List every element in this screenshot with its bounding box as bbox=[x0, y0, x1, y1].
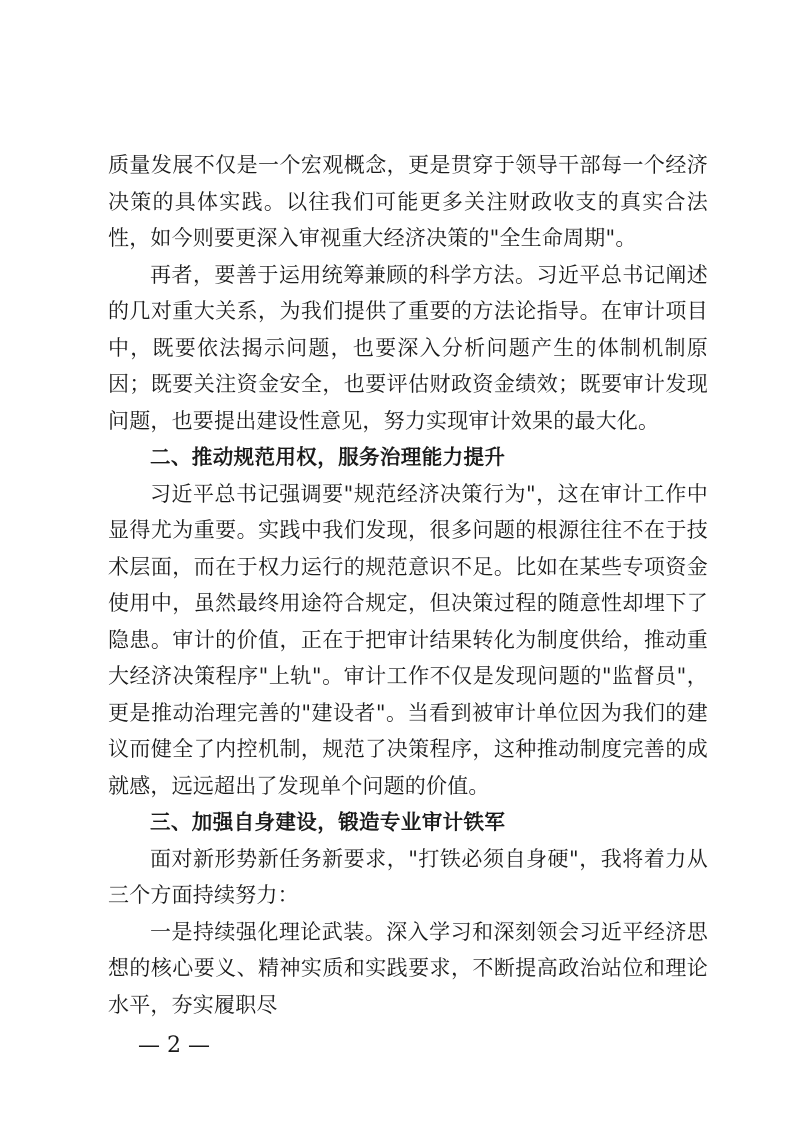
paragraph-continuation: 质量发展不仅是一个宏观概念，更是贯穿于领导干部每一个经济决策的具体实践。以往我们可能更多关注财政收支的真实合法性，如今则要更深入审视重大经济决策的"全生命周期"。 bbox=[108, 153, 708, 250]
page-number: — 2 — bbox=[138, 1033, 210, 1058]
section-heading-2: 二、推动规范用权，服务治理能力提升 bbox=[150, 445, 506, 469]
section-heading-3: 三、加强自身建设，锻造专业审计铁军 bbox=[150, 810, 506, 834]
paragraph-theory: 一是持续强化理论武装。深入学习和深刻领会习近平经济思想的核心要义、精神实质和实践要求，不断提高政治站位和理论水平，夯实履职尽 bbox=[108, 919, 708, 1017]
paragraph-self-building: 面对新形势新任务新要求，"打铁必须自身硬"，我将着力从三个方面持续努力： bbox=[108, 846, 708, 907]
document-body bbox=[108, 147, 708, 1023]
paragraph-method: 再者，要善于运用统筹兼顾的科学方法。习近平总书记阐述的几对重大关系，为我们提供了重要的方法论指导。在审计项目中，既要依法揭示问题，也要深入分析问题产生的体制机制原因；既要关注资金安全，也要评估财政资金绩效；既要审计发现问题，也要提出建设性意见，努力实现审计效果的最大化。 bbox=[108, 262, 708, 433]
paragraph-power-regulation: 习近平总书记强调要"规范经济决策行为"，这在审计工作中显得尤为重要。实践中我们发现，很多问题的根源往往不在于技术层面，而在于权力运行的规范意识不足。比如在某些专项资金使用中，虽然最终用途符合规定，但决策过程的随意性却埋下了隐患。审计的价值，正在于把审计结果转化为制度供给，推动重大经济决策程序"上轨"。审计工作不仅是发现问题的"监督员"，更是推动治理完善的"建设者"。当看到被审计单位因为我们的建议而健全了内控机制，规范了决策程序，这种推动制度完善的成就感，远远超出了发现单个问题的价值。 bbox=[108, 481, 708, 798]
